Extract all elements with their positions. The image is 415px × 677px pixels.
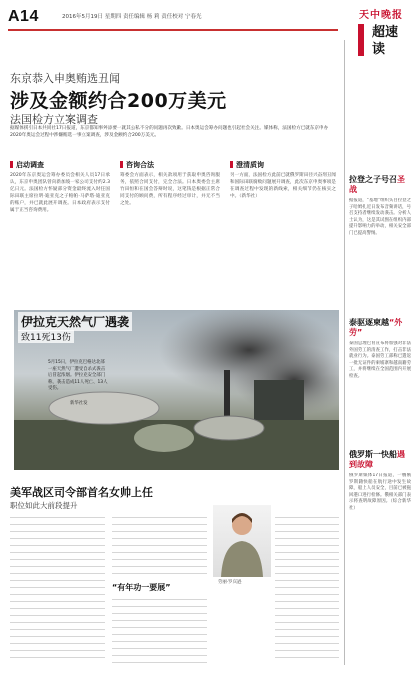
story-subhead: 法国检方立案调查 <box>10 113 98 126</box>
tree-cluster <box>134 424 194 452</box>
brand-accent-bar <box>358 24 364 56</box>
sidebar-item-highlight: 圣战 <box>349 175 405 194</box>
sidebar-item-title: 拉登之子号召 <box>349 175 397 184</box>
section-body: 筹委会方面表示，相关款项用于获取申奥咨询服务，依照合同支付，完全合法。日本奥委会主席竹田恒和在国会答辩时说，这笔钱是根据正常合同支付的顾问费，所有程序经过审计，并无不当之处。 <box>120 173 220 206</box>
bottom-subhead: 职位如此大前段提升 <box>10 501 78 510</box>
section-body: 2020年东京奥运会筹办委员会相关人员17日承认，东京申奥团队曾向新加坡一家公司支付约2.3亿日元。法国检方怀疑部分资金最终流入时任国际田联主席拉明·迪亚克之子帕帕·马萨塔·迪亚克的账户，并已就此展开调查。日本政府表示支付属于正当咨询费用。 <box>10 173 110 213</box>
photo-subtitle: 致11死13伤 <box>18 330 74 343</box>
page-number: A14 <box>8 8 39 25</box>
uniform <box>221 541 263 577</box>
sidebar-item <box>349 175 411 308</box>
sidebar <box>349 175 411 308</box>
header-meta: 2016年5月19日 星期四 责任编辑 杨 莉 责任校对 宁春光 <box>62 14 202 20</box>
sidebar-item-highlight: “外劳” <box>349 318 403 337</box>
gas-tank <box>49 392 159 424</box>
section-heading: 咨询合法 <box>120 160 154 170</box>
sidebar-item-text: 据报道，“基地”组织头目拉登之子哈姆扎近日发布音频讲话，号召支持者继续发动袭击。分析人士认为，这是其试图在组织内部提升影响力的举动，相关安全部门已提高警惕。 <box>349 198 411 236</box>
section-heading: 启动调查 <box>10 160 44 170</box>
section-body: 另一方面，法国检方此前已就俄罗斯田径兴奋剂丑闻和国际田联腐败问题展开调查，此次东京申奥事项是在调查过程中发现的新线索，相关细节仍在核实之中。（新华社） <box>230 173 336 199</box>
article-text-column <box>112 514 207 576</box>
sidebar-item-text: 俄罗斯媒体17日报道，一艘俄罗斯籍快船在航行途中发生故障，船上人员安全，目前已被拖回港口进行检修。俄相关部门表示将查明故障原因。（综合新华社） <box>349 473 411 511</box>
section-title: 超速读 <box>372 25 399 57</box>
sidebar <box>349 318 411 441</box>
sidebar-item-title: 俄罗斯一快船 <box>349 450 397 459</box>
story-lead: 据媒体援引日本共同社17日报道，东京都知事舛添要一就其公私不分的问题再次致歉。日本奥运会筹办问题也引起社会关注。媒体称，法国检方已就东京申办2020年奥运会过程中涉嫌贿选一事立案调查，涉及金额约合200万美元。 <box>10 126 329 138</box>
section-heading: 澄清质询 <box>230 160 264 170</box>
article-quote-heading: “有年功一要展” <box>112 583 171 592</box>
photo-title: 伊拉克天然气厂遇袭 <box>18 312 132 331</box>
story-kicker: 东京恭入申奥贿选丑闻 <box>10 72 120 85</box>
plant-structure <box>254 380 304 420</box>
gas-tank <box>194 416 264 440</box>
article-text-column <box>275 514 339 664</box>
story-headline: 涉及金额约合200万美元 <box>10 90 227 112</box>
bottom-headline: 美军战区司令部首名女帅上任 <box>10 486 153 499</box>
sidebar-item <box>349 318 411 441</box>
brand-block <box>352 6 410 21</box>
photo-credit: 新华社发 <box>70 401 88 406</box>
brand-logo: 天中晚报 <box>359 10 403 21</box>
article-text-column <box>112 596 207 664</box>
sidebar-item <box>349 450 411 643</box>
portrait-caption: 劳丽·罗宾逊 <box>218 580 242 585</box>
article-text-column <box>10 514 105 664</box>
woman-portrait <box>213 505 271 577</box>
column-divider <box>344 40 345 665</box>
header-rule <box>8 29 338 31</box>
portrait-photo <box>213 505 271 577</box>
sidebar-item-highlight: 遇到故障 <box>349 450 405 469</box>
sidebar-item-title: 泰驱逐柬越 <box>349 318 389 327</box>
sidebar-item-text: 泰国总理巴育宣布将加强对非法外国劳工的清查工作，打击非法就业行为。泰国劳工部称已遣返一批无证件的柬埔寨和越南籍劳工，并将继续在全国范围内开展检查。 <box>349 341 411 379</box>
sidebar <box>349 450 411 643</box>
photo-caption: 5月15日，伊拉克巴格达北部一座天然气厂遭受自杀式袭击后冒起浓烟。伊拉克安全部门称，袭击造成11人死亡、13人受伤。 <box>48 360 108 391</box>
